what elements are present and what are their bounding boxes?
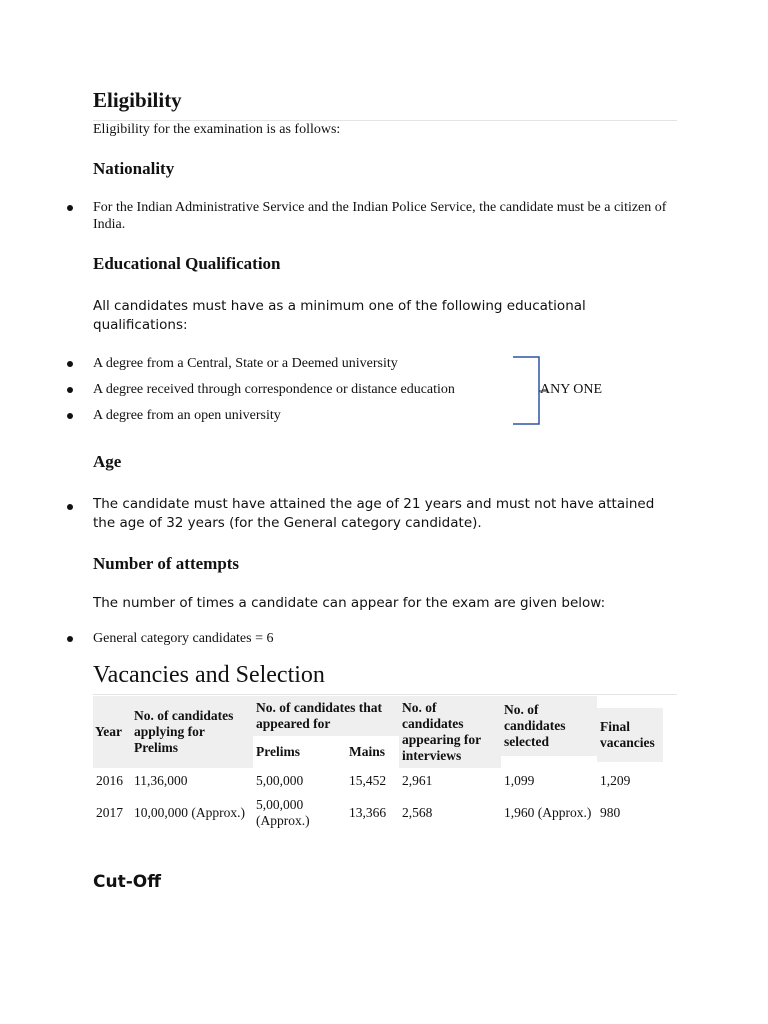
attempts-heading: Number of attempts: [93, 554, 240, 573]
header-selected-cell: [501, 696, 597, 768]
bullet-icon: [67, 413, 73, 419]
bullet-icon: [67, 504, 73, 510]
divider: [93, 694, 677, 695]
header-applying: No. of candidates applying for Prelims: [131, 696, 253, 768]
header-final: Final vacancies: [597, 708, 663, 762]
header-appeared: No. of candidates that appeared for: [253, 696, 399, 736]
cell-interviews: 2,961: [402, 773, 433, 788]
age-heading: Age: [93, 452, 122, 471]
age-item: The candidate must have attained the age of 21 years and must not have attained the age of 32 years (for the General category candidate).: [93, 496, 655, 531]
cell-selected: 1,960 (Approx.): [504, 805, 592, 820]
bullet-icon: [67, 636, 73, 642]
header-final-cell: [597, 696, 663, 768]
eligibility-intro: Eligibility for the examination is as follows:: [93, 122, 341, 137]
vacancies-heading: Vacancies and Selection: [93, 662, 325, 688]
any-one-annotation: ANY ONE: [540, 382, 603, 397]
education-item-3: A degree from an open university: [93, 408, 281, 423]
cell-year: 2017: [96, 805, 123, 820]
attempts-item: General category candidates = 6: [93, 631, 274, 646]
eligibility-heading: Eligibility: [93, 88, 182, 112]
cell-prelims: 5,00,000 (Approx.): [256, 797, 310, 828]
attempts-intro: The number of times a candidate can appear for the exam are given below:: [93, 595, 606, 611]
cell-applying: 10,00,000 (Approx.): [134, 805, 245, 820]
bullet-icon: [67, 387, 73, 393]
header-interviews: No. of candidates appearing for interviews: [399, 696, 501, 768]
bullet-icon: [67, 205, 73, 211]
table-row: [93, 768, 663, 794]
cell-mains: 15,452: [349, 773, 387, 788]
bullet-icon: [67, 361, 73, 367]
header-year: Year: [93, 696, 131, 768]
cell-final: 1,209: [600, 773, 631, 788]
cell-prelims: 5,00,000: [256, 773, 304, 788]
education-item-2: A degree received through correspondence or distance education: [93, 382, 455, 397]
education-heading: Educational Qualification: [93, 254, 281, 273]
table-row: [93, 794, 663, 832]
cell-mains: 13,366: [349, 805, 387, 820]
vacancies-table: [93, 696, 663, 832]
header-prelims: Prelims: [253, 736, 346, 768]
cell-applying: 11,36,000: [134, 773, 188, 788]
header-selected: No. of candidates selected: [501, 696, 597, 756]
cell-selected: 1,099: [504, 773, 535, 788]
education-item-1: A degree from a Central, State or a Deemed university: [93, 356, 398, 371]
cell-year: 2016: [96, 773, 123, 788]
header-mains: Mains: [346, 736, 399, 768]
education-intro: All candidates must have as a minimum one of the following educational qualifications:: [93, 298, 586, 333]
cell-interviews: 2,568: [402, 805, 433, 820]
nationality-item: For the Indian Administrative Service and the Indian Police Service, the candidate must be a citizen of India.: [93, 200, 667, 232]
cutoff-heading: Cut-Off: [93, 872, 161, 892]
cell-final: 980: [600, 805, 621, 820]
nationality-heading: Nationality: [93, 159, 175, 178]
